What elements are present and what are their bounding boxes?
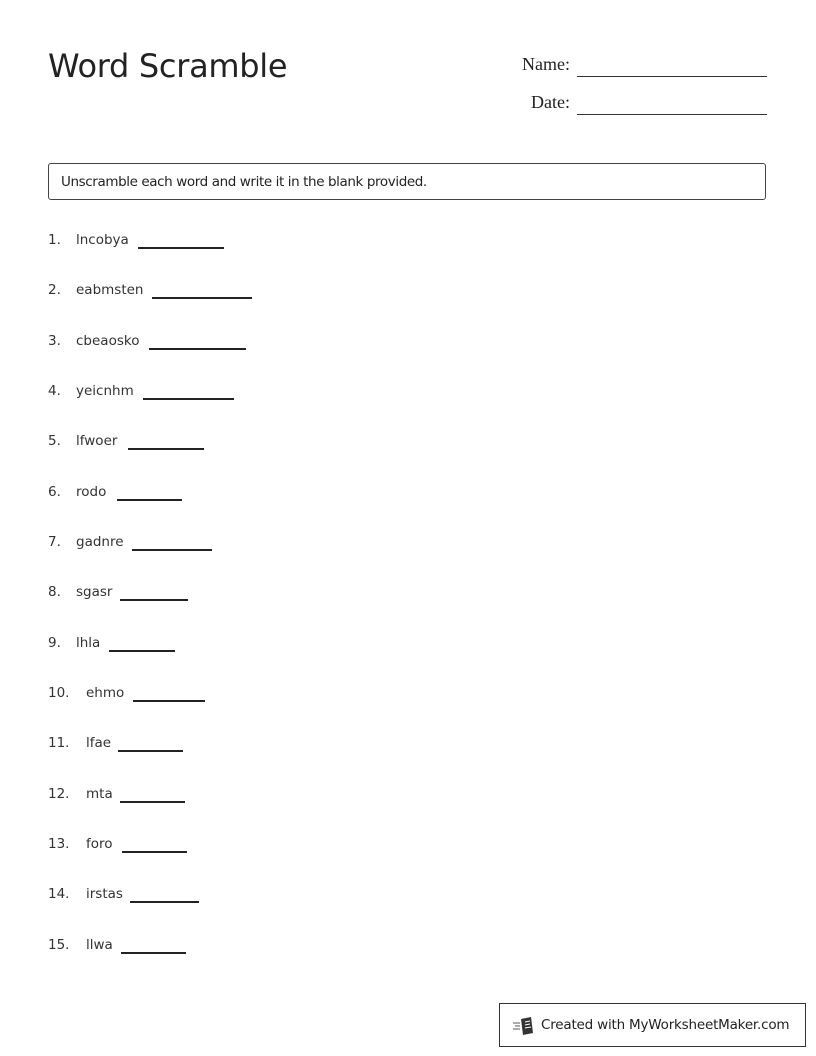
item-number: 4. bbox=[48, 383, 61, 399]
answer-blank[interactable] bbox=[138, 247, 224, 249]
item-number: 3. bbox=[48, 333, 61, 349]
scrambled-word: llwa bbox=[86, 937, 113, 953]
footer-credit bbox=[499, 1003, 806, 1047]
scrambled-word: irstas bbox=[86, 886, 123, 902]
scrambled-word: sgasr bbox=[76, 584, 113, 600]
date-field[interactable] bbox=[577, 114, 767, 115]
answer-blank[interactable] bbox=[122, 851, 187, 853]
scrambled-word: lfwoer bbox=[76, 433, 118, 449]
answer-blank[interactable] bbox=[120, 599, 188, 601]
answer-blank[interactable] bbox=[128, 448, 204, 450]
worksheet-logo-icon bbox=[512, 1016, 536, 1036]
item-number: 10. bbox=[48, 685, 70, 701]
page-title: Word Scramble bbox=[48, 47, 288, 85]
answer-blank[interactable] bbox=[152, 297, 252, 299]
scrambled-word: gadnre bbox=[76, 534, 124, 550]
answer-blank[interactable] bbox=[132, 549, 212, 551]
item-number: 12. bbox=[48, 786, 70, 802]
scrambled-word: lfae bbox=[86, 735, 112, 751]
scrambled-word: rodo bbox=[76, 484, 107, 500]
name-label: Name: bbox=[522, 54, 570, 74]
item-number: 15. bbox=[48, 937, 70, 953]
scrambled-word: lncobya bbox=[76, 232, 129, 248]
scrambled-word: yeicnhm bbox=[76, 383, 134, 399]
answer-blank[interactable] bbox=[120, 801, 185, 803]
item-number: 7. bbox=[48, 534, 61, 550]
item-number: 11. bbox=[48, 735, 70, 751]
answer-blank[interactable] bbox=[117, 499, 182, 501]
item-number: 13. bbox=[48, 836, 70, 852]
date-label: Date: bbox=[531, 92, 570, 112]
answer-blank[interactable] bbox=[143, 398, 234, 400]
item-number: 2. bbox=[48, 282, 61, 298]
answer-blank[interactable] bbox=[118, 750, 183, 752]
item-number: 6. bbox=[48, 484, 61, 500]
scrambled-word: foro bbox=[86, 836, 113, 852]
item-number: 9. bbox=[48, 635, 61, 651]
item-number: 8. bbox=[48, 584, 61, 600]
scrambled-word: ehmo bbox=[86, 685, 125, 701]
item-number: 5. bbox=[48, 433, 61, 449]
item-number: 1. bbox=[48, 232, 61, 248]
scrambled-word: mta bbox=[86, 786, 113, 802]
answer-blank[interactable] bbox=[133, 700, 205, 702]
answer-blank[interactable] bbox=[121, 952, 186, 954]
scrambled-word: lhla bbox=[76, 635, 101, 651]
instructions-box bbox=[48, 163, 766, 200]
answer-blank[interactable] bbox=[149, 348, 246, 350]
instructions-text: Unscramble each word and write it in the blank provided. bbox=[61, 174, 427, 190]
answer-blank[interactable] bbox=[109, 650, 175, 652]
answer-blank[interactable] bbox=[130, 901, 199, 903]
name-field[interactable] bbox=[577, 76, 767, 77]
scrambled-word: cbeaosko bbox=[76, 333, 140, 349]
footer-text: Created with MyWorksheetMaker.com bbox=[541, 1017, 790, 1033]
scrambled-word: eabmsten bbox=[76, 282, 144, 298]
item-number: 14. bbox=[48, 886, 70, 902]
